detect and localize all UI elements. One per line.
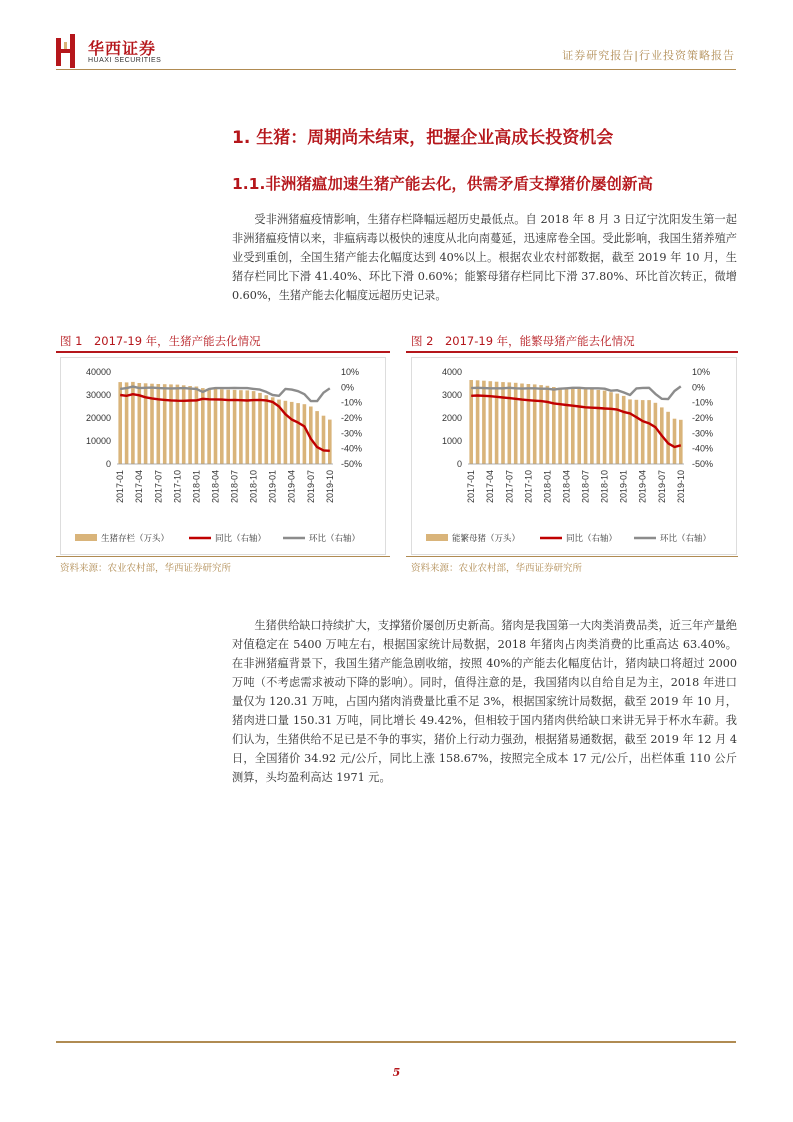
- x-axis-tick-label: 2018-01: [542, 470, 553, 504]
- bar: [489, 381, 493, 464]
- right-axis-tick-label: 0%: [692, 382, 706, 393]
- bar: [163, 384, 167, 464]
- bar: [616, 394, 620, 464]
- left-axis-tick-label: 0: [456, 459, 462, 469]
- bar: [322, 416, 326, 464]
- bar: [641, 400, 645, 464]
- left-axis-tick-label: 20000: [85, 413, 111, 423]
- bar: [539, 385, 543, 464]
- right-axis-tick-label: -20%: [692, 413, 714, 423]
- bar: [647, 400, 651, 464]
- x-axis-tick-label: 2018-10: [599, 470, 610, 504]
- paragraph-2: 生猪供给缺口持续扩大，支撑猪价屡创历史新高。猪肉是我国第一大肉类消费品类，近三年产量绝对值稳定在 5400 万吨左右，根据国家统计局数据，2018 年猪肉占肉类消费的比重高达 63.40%。在非洲猪瘟背景下，我国生猪产能急剧收缩，按照 40%的产能去化幅度估计，猪肉缺口将超过 2000 万吨（不考虑需求被动下降的影响）。同时，值得注意的是，我国猪肉以自给自足为主，2018 年进口量仅为 120.31 万吨，占国内猪肉消费量比重不足 3%，根据国家统计局数据，截至 2019 年 10 月，猪肉进口量 150.31 万吨，同比增长 49.42%，但相较于国内猪肉供给缺口来讲无异于杯水车薪。我们认为，生猪供给不足已是不争的事实，猪价上行动力强劲，根据猪易通数据，截至 2019 年 12 月 4 日，全国猪价 34.92 元/公斤，同比上涨 158.67%，按照完全成本 17 元/公斤，出栏体重 110 公斤测算，头均盈利高达 1971 元。: [232, 619, 737, 784]
- bar: [552, 387, 556, 464]
- bar: [565, 388, 569, 464]
- bar: [303, 404, 307, 464]
- x-axis-tick-label: 2019-01: [267, 470, 278, 504]
- huaxi-logo-icon: [56, 34, 78, 68]
- figure-2-frame: [411, 357, 737, 555]
- bar: [546, 386, 550, 464]
- legend-swatch-bar: [426, 534, 448, 541]
- right-axis-tick-label: -10%: [341, 397, 363, 408]
- bar: [195, 387, 199, 465]
- bar: [476, 380, 480, 464]
- figure-2-title: 图 2 2017-19 年，能繁母猪产能去化情况: [411, 334, 635, 348]
- right-axis-tick-label: -20%: [341, 413, 363, 423]
- bar: [144, 383, 148, 464]
- bar: [252, 391, 256, 464]
- legend-label-yoy: 同比（右轴）: [215, 533, 267, 543]
- figure-2-chart: [412, 358, 736, 554]
- bar: [558, 388, 562, 464]
- right-axis-tick-label: -50%: [341, 459, 363, 469]
- legend-label-bar: 生猪存栏（万头）: [101, 533, 170, 543]
- bar: [328, 420, 332, 464]
- figure-1-title: 图 1 2017-19 年，生猪产能去化情况: [60, 334, 261, 348]
- legend-swatch-bar: [75, 534, 97, 541]
- bar: [590, 390, 594, 465]
- bar: [296, 403, 300, 464]
- bar: [469, 380, 473, 464]
- bar: [514, 383, 518, 464]
- supply-paragraph-block: [232, 616, 737, 787]
- report-type: 证券研究报告|行业投资策略报告: [562, 49, 735, 62]
- x-axis-tick-label: 2019-01: [618, 470, 629, 504]
- right-axis-tick-label: -30%: [692, 428, 714, 439]
- x-axis-tick-label: 2018-07: [229, 470, 240, 504]
- bar: [157, 384, 161, 464]
- figure-1-chart: [61, 358, 385, 554]
- bar: [597, 390, 601, 464]
- x-axis-tick-label: 2017-07: [504, 470, 515, 504]
- bar: [290, 402, 294, 464]
- bar: [609, 392, 613, 464]
- left-axis-tick-label: 4000: [441, 367, 462, 377]
- bar: [666, 412, 670, 464]
- x-axis-tick-label: 2018-04: [561, 470, 572, 504]
- bar: [628, 399, 632, 464]
- left-axis-tick-label: 2000: [441, 413, 462, 423]
- x-axis-tick-label: 2019-04: [286, 470, 297, 504]
- figure-1-source: 资料来源：农业农村部，华西证券研究所: [60, 563, 232, 574]
- bar: [482, 381, 486, 464]
- figure-1-title-rule: [56, 351, 390, 353]
- x-axis-tick-label: 2017-07: [153, 470, 164, 504]
- legend-label-mom: 环比（右轴）: [309, 533, 361, 543]
- figure-2-source: 资料来源：农业农村部，华西证券研究所: [411, 563, 583, 574]
- bar: [654, 403, 658, 464]
- bar: [182, 385, 186, 464]
- figure-2-source-rule: [406, 556, 738, 557]
- bar: [679, 420, 683, 464]
- bar: [508, 382, 512, 464]
- left-axis-tick-label: 40000: [85, 367, 111, 377]
- intro-paragraph-block: [232, 210, 737, 305]
- footer-divider: [56, 1041, 736, 1043]
- bar: [603, 391, 607, 464]
- bar: [176, 385, 180, 464]
- legend-label-yoy: 同比（右轴）: [566, 533, 618, 543]
- bar: [673, 419, 677, 464]
- x-axis-tick-label: 2018-10: [248, 470, 259, 504]
- right-axis-tick-label: 0%: [341, 382, 355, 393]
- figure-1-frame: [60, 357, 386, 555]
- left-axis-tick-label: 10000: [85, 436, 111, 446]
- bar: [635, 400, 639, 464]
- bar: [258, 393, 262, 464]
- x-axis-tick-label: 2018-07: [580, 470, 591, 504]
- right-axis-tick-label: -40%: [341, 443, 363, 454]
- bar: [188, 386, 192, 464]
- legend-label-mom: 环比（右轴）: [660, 533, 712, 543]
- x-axis-tick-label: 2017-01: [115, 470, 126, 504]
- figure-2-title-rule: [406, 351, 738, 353]
- right-axis-tick-label: 10%: [692, 367, 711, 377]
- company-name-cn: 华西证券: [88, 39, 157, 58]
- bar: [495, 382, 499, 464]
- x-axis-tick-label: 2017-01: [466, 470, 477, 504]
- x-axis-tick-label: 2018-04: [210, 470, 221, 504]
- bar: [533, 384, 537, 464]
- left-axis-tick-label: 1000: [441, 436, 462, 446]
- figure-1-source-rule: [56, 556, 390, 557]
- left-axis-tick-label: 0: [105, 459, 111, 469]
- subsection-heading: 1.1.非洲猪瘟加速生猪产能去化，供需矛盾支撑猪价屡创新高: [232, 175, 653, 193]
- company-name-en: HUAXI SECURITIES: [88, 57, 162, 64]
- bar: [150, 384, 154, 464]
- right-axis-tick-label: -10%: [692, 397, 714, 408]
- section-heading: 1. 生猪：周期尚未结束，把握企业高成长投资机会: [232, 128, 614, 148]
- bar: [577, 389, 581, 464]
- bar: [265, 395, 269, 464]
- paragraph-1: 受非洲猪瘟疫情影响，生猪存栏降幅远超历史最低点。自 2018 年 8 月 3 日辽宁沈阳发生第一起非洲猪瘟疫情以来，非瘟病毒以极快的速度从北向南蔓延，迅速席卷全国。受此影响，我国生猪养殖产业受到重创，全国生猪产能去化幅度达到 40%以上。根据农业农村部数据，截至 2019 年 10 月，生猪存栏同比下滑 41.40%、环比下滑 0.60%；能繁母猪存栏同比下滑 37.80%、环比首次转正，微增 0.60%，生猪产能去化幅度远超历史记录。: [232, 213, 737, 302]
- x-axis-tick-label: 2019-10: [324, 470, 335, 504]
- bar: [284, 401, 288, 464]
- header-divider: [56, 69, 736, 70]
- page-number: 5: [392, 1066, 401, 1079]
- x-axis-tick-label: 2017-10: [172, 470, 183, 504]
- legend-label-bar: 能繁母猪（万头）: [452, 533, 521, 543]
- x-axis-tick-label: 2019-07: [656, 470, 667, 504]
- x-axis-tick-label: 2017-10: [523, 470, 534, 504]
- x-axis-tick-label: 2017-04: [134, 470, 145, 504]
- right-axis-tick-label: -30%: [341, 428, 363, 439]
- x-axis-tick-label: 2017-04: [485, 470, 496, 504]
- right-axis-tick-label: -40%: [692, 443, 714, 454]
- x-axis-tick-label: 2019-10: [675, 470, 686, 504]
- left-axis-tick-label: 3000: [441, 390, 462, 400]
- bar: [584, 389, 588, 464]
- x-axis-tick-label: 2019-07: [305, 470, 316, 504]
- x-axis-tick-label: 2018-01: [191, 470, 202, 504]
- bar: [169, 384, 173, 464]
- x-axis-tick-label: 2019-04: [637, 470, 648, 504]
- right-axis-tick-label: -50%: [692, 459, 714, 469]
- bar: [571, 388, 575, 464]
- bar: [315, 411, 319, 464]
- bar: [520, 384, 524, 465]
- bar: [501, 382, 505, 464]
- bar: [527, 384, 531, 464]
- left-axis-tick-label: 30000: [85, 390, 111, 400]
- bar: [622, 396, 626, 464]
- right-axis-tick-label: 10%: [341, 367, 360, 377]
- bar: [271, 397, 275, 464]
